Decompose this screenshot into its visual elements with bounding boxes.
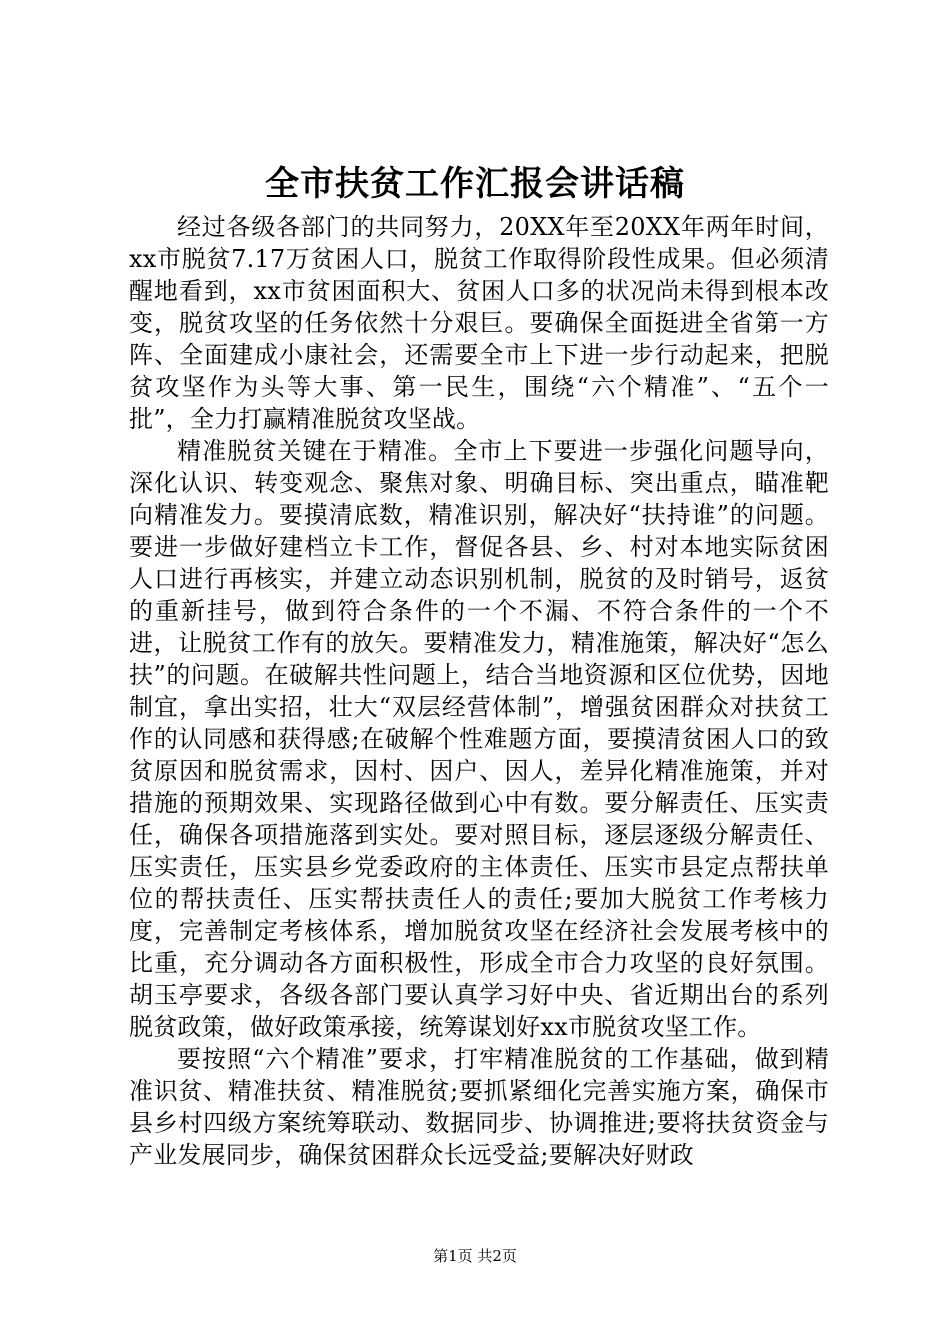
body-paragraph: 要按照“六个精准”要求，打牢精准脱贫的工作基础，做到精准识贫、精准扶贫、精准脱贫;要抓紧细化完善实施方案，确保市县乡村四级方案统筹联动、数据同步、协调推进;要将扶贫资金与产业发展同步，确保贫困群众长远受益;要解决好财政 xyxy=(129,1045,829,1169)
body-paragraph: 精准脱贫关键在于精准。全市上下要进一步强化问题导向，深化认识、转变观念、聚焦对象、明确目标、突出重点，瞄准靶向精准发力。要摸清底数，精准识别，解决好“扶持谁”的问题。要进一步做好建档立卡工作，督促各县、乡、村对本地实际贫困人口进行再核实，并建立动态识别机制，脱贫的及时销号，返贫的重新挂号，做到符合条件的一个不漏、不符合条件的一个不进，让脱贫工作有的放矢。要精准发力，精准施策，解决好“怎么扶”的问题。在破解共性问题上，结合当地资源和区位优势，因地制宜，拿出实招，壮大“双层经营体制”，增强贫困群众对扶贫工作的认同感和获得感;在破解个性难题方面，要摸清贫困人口的致贫原因和脱贫需求，因村、因户、因人，差异化精准施策，并对措施的预期效果、实现路径做到心中有数。要分解责任、压实责任，确保各项措施落到实处。要对照目标，逐层逐级分解责任、压实责任，压实县乡党委政府的主体责任、压实市县定点帮扶单位的帮扶责任、压实帮扶责任人的责任;要加大脱贫工作考核力度，完善制定考核体系，增加脱贫攻坚在经济社会发展考核中的比重，充分调动各方面积极性，形成全市合力攻坚的良好氛围。胡玉亭要求，各级各部门要认真学习好中央、省近期出台的系列脱贫政策，做好政策承接，统筹谋划好xx市脱贫攻坚工作。 xyxy=(129,437,829,1041)
document-body xyxy=(129,211,829,1171)
body-paragraph: 经过各级各部门的共同努力，20XX年至20XX年两年时间，xx市脱贫7.17万贫困人口，脱贫工作取得阶段性成果。但必须清醒地看到，xx市贫困面积大、贫困人口多的状况尚未得到根本改变，脱贫攻坚的任务依然十分艰巨。要确保全面挺进全省第一方阵、全面建成小康社会，还需要全市上下进一步行动起来，把脱贫攻坚作为头等大事、第一民生，围绕“六个精准”、“五个一批”，全力打赢精准脱贫攻坚战。 xyxy=(129,213,829,433)
document-title: 全市扶贫工作汇报会讲话稿 xyxy=(265,164,685,204)
page-number-footer: 第1页 共2页 xyxy=(433,1247,517,1265)
